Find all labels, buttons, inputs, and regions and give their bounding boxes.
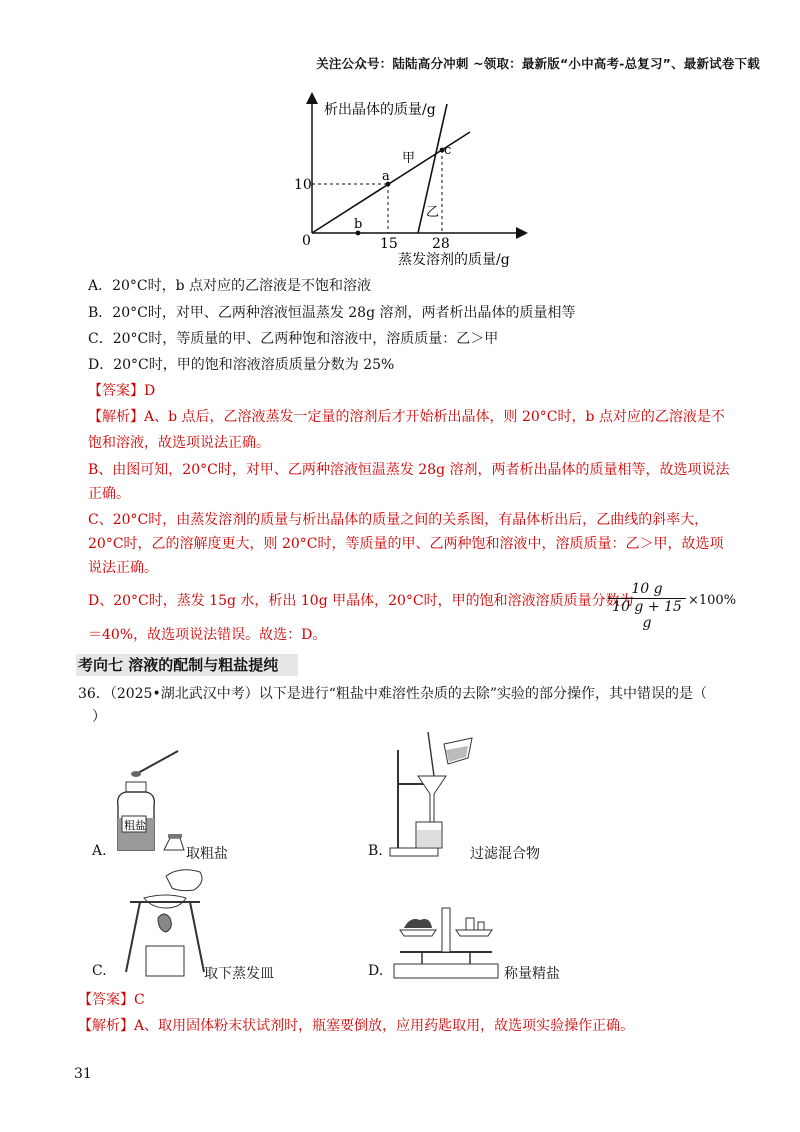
question-36-line-1: 36．（2025•湖北武汉中考）以下是进行“粗盐中难溶性杂质的去除”实验的部分操作，其中错误的是（ <box>78 686 708 702</box>
fraction-denominator: 10 g + 15 g <box>612 599 682 631</box>
fraction <box>608 581 686 631</box>
figure-a-caption: 取粗盐 <box>186 846 228 862</box>
analysis-1-line-3: B、由图可知，20°C时，对甲、乙两种溶液恒温蒸发 28g 溶剂，两者析出晶体的质量相等，故选项说法 <box>88 462 730 478</box>
label-yi: 乙 <box>426 205 440 220</box>
answer-1: 【答案】D <box>88 383 156 399</box>
figure-d-illustration <box>392 894 500 982</box>
answer-2: 【答案】C <box>78 992 145 1008</box>
x-tick-28: 28 <box>432 236 450 252</box>
analysis-1-line-9: ＝40%，故选项说法错误。故选：D。 <box>88 627 327 643</box>
option-a: A．20°C时，b 点对应的乙溶液是不饱和溶液 <box>88 278 372 294</box>
analysis-1-line-1: 【解析】A、b 点后，乙溶液蒸发一定量的溶剂后才开始析出晶体，则 20°C时，b 点对应的乙溶液是不 <box>88 409 725 425</box>
label-b: b <box>354 217 363 232</box>
question-36-line-2: ） <box>92 709 106 725</box>
option-c: C．20°C时，等质量的甲、乙两种饱和溶液中，溶质质量：乙＞甲 <box>88 331 499 347</box>
figure-d-caption: 称量精盐 <box>504 966 560 982</box>
x-tick-15: 15 <box>380 236 398 252</box>
figure-c-letter: C. <box>92 963 107 979</box>
analysis-2: 【解析】A、取用固体粉末状试剂时，瓶塞要倒放，应用药匙取用，故选项实验操作正确。 <box>78 1018 635 1034</box>
y-axis-label: 析出晶体的质量/g <box>324 102 436 118</box>
page-number: 31 <box>74 1066 92 1082</box>
analysis-1-line-6: 20°C时，乙的溶解度更大，则 20°C时，等质量的甲、乙两种饱和溶液中，溶质质量：乙＞甲，故选项 <box>88 536 724 552</box>
label-jia: 甲 <box>402 151 416 166</box>
option-b: B．20°C时，对甲、乙两种溶液恒温蒸发 28g 溶剂，两者析出晶体的质量相等 <box>88 305 576 321</box>
figure-a-letter: A. <box>92 843 107 859</box>
x-axis-label: 蒸发溶剂的质量/g <box>398 252 510 268</box>
figure-b-caption: 过滤混合物 <box>470 846 540 862</box>
figure-c-caption: 取下蒸发皿 <box>204 966 274 982</box>
page-header: 关注公众号：陆陆高分冲刺 ~领取：最新版“小中高考-总复习”、最新试卷下载 <box>316 56 760 71</box>
jar-label: 粗盐 <box>124 819 146 832</box>
analysis-1-line-5: C、20°C时，由蒸发溶剂的质量与析出晶体的质量之间的关系图，有晶体析出后，乙曲线的斜率大， <box>88 512 709 528</box>
analysis-1-line-7: 说法正确。 <box>88 560 158 576</box>
crystal-mass-graph <box>290 92 550 272</box>
label-c: c <box>444 143 452 158</box>
figure-d-letter: D. <box>368 963 384 979</box>
figure-c-illustration <box>120 862 210 980</box>
origin-label: 0 <box>302 233 311 249</box>
figure-b-letter: B. <box>368 843 383 859</box>
analysis-1-line-4: 正确。 <box>88 486 130 502</box>
figure-a-illustration <box>108 746 188 856</box>
section-title: 考向七 溶液的配制与粗盐提纯 <box>76 654 298 676</box>
label-a: a <box>382 169 390 184</box>
fraction-numerator: 10 g <box>608 581 686 599</box>
figure-b-illustration <box>388 730 478 860</box>
analysis-1-line-2: 饱和溶液，故选项说法正确。 <box>88 435 270 451</box>
option-d: D．20°C时，甲的饱和溶液溶质质量分数为 25% <box>88 357 395 373</box>
fraction-times: ×100% <box>688 593 737 608</box>
y-tick-10: 10 <box>294 177 312 193</box>
analysis-1-line-8: D、20°C时，蒸发 15g 水，析出 10g 甲晶体，20°C时，甲的饱和溶液溶质质量分数为 <box>88 593 634 609</box>
